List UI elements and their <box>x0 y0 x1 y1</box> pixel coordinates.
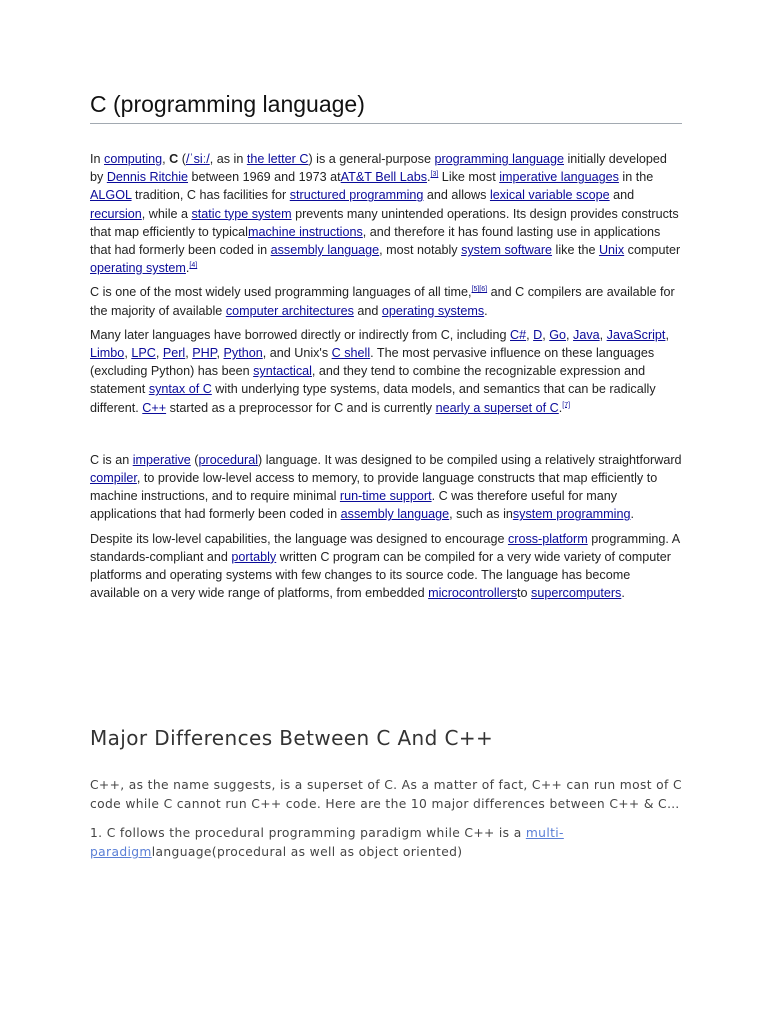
link-multi-paradigm[interactable]: multi-paradigm <box>90 826 564 859</box>
link-letter-c[interactable]: the letter C <box>246 152 309 166</box>
reference-3[interactable]: [3] <box>430 171 439 179</box>
link-cross-platform[interactable]: cross-platform <box>507 531 588 546</box>
link-supercomputers[interactable]: supercomputers <box>531 586 622 601</box>
reference-5-6[interactable]: [5][6] <box>471 286 488 294</box>
link-run-time-support[interactable]: run-time support <box>339 489 432 504</box>
link-machine-instructions[interactable]: machine instructions <box>247 224 363 239</box>
link-java[interactable]: Java <box>573 327 600 342</box>
reference-7[interactable]: [7] <box>562 401 571 409</box>
bold-term: C <box>169 152 179 166</box>
link-syntax-of-c[interactable]: syntax of C <box>148 382 212 397</box>
link-imperative-languages[interactable]: imperative languages <box>499 170 619 185</box>
link-att-bell-labs[interactable]: AT&T Bell Labs <box>340 170 428 185</box>
paragraph-popularity: C is one of the most widely used programming languages of all time,[5][6] and C compilers are available for the majority of available computer architectures and operating systems. <box>90 285 675 318</box>
link-unix[interactable]: Unix <box>598 243 625 258</box>
link-programming-language[interactable]: programming language <box>434 152 564 166</box>
page-title: C (programming language) <box>90 90 682 124</box>
link-system-programming[interactable]: system programming <box>512 507 631 522</box>
link-lpc[interactable]: LPC <box>131 346 156 361</box>
link-system-software[interactable]: system software <box>461 243 553 258</box>
link-pronunciation[interactable]: /ˈsiː/ <box>185 152 210 166</box>
link-imperative[interactable]: imperative <box>132 452 191 467</box>
link-php[interactable]: PHP <box>192 346 217 361</box>
link-cplusplus[interactable]: C++ <box>142 400 167 415</box>
link-python[interactable]: Python <box>223 346 263 361</box>
article-body <box>90 150 682 602</box>
link-lexical-variable-scope[interactable]: lexical variable scope <box>489 188 610 203</box>
link-dennis-ritchie[interactable]: Dennis Ritchie <box>106 170 189 185</box>
paragraph-design: C is an imperative (procedural) language. It was designed to be compiled using a relatively straightforward compiler, to provide low-level access to memory, to provide language constructs that map efficiently to machine instructions, and to require minimal run-time support. C was therefore useful for many applications that had formerly been coded in assembly language, such as insystem programming. <box>90 452 682 522</box>
section-heading: Major Differences Between C And C++ <box>90 726 494 750</box>
link-computer-architectures[interactable]: computer architectures <box>225 303 354 318</box>
link-operating-system[interactable]: operating system <box>90 261 186 276</box>
link-assembly-language[interactable]: assembly language <box>270 243 380 258</box>
link-syntactical[interactable]: syntactical <box>253 364 312 379</box>
article <box>90 90 682 608</box>
difference-item-1: 1. C follows the procedural programming paradigm while C++ is a multi-paradigmlanguage(procedural as well as object oriented) <box>90 826 564 859</box>
link-d[interactable]: D <box>533 327 543 342</box>
differences-section <box>90 776 690 872</box>
paragraph-intro: In computing, C (/ˈsiː/, as in the letter C) is a general-purpose programming language initially developed by Dennis Ritchie between 1969 and 1973 atAT&T Bell Labs.[3] Like most imperative languages in the ALGOL tradition, C has facilities for structured programming and allows lexical variable scope and recursion, while a static type system prevents many unintended operations. Its design provides constructs that map efficiently to typicalmachine instructions, and therefore it has found lasting use in applications that had formerly been coded in assembly language, most notably system software like the Unix computer operating system.[4] <box>90 152 681 276</box>
link-static-type-system[interactable]: static type system <box>191 206 292 221</box>
link-computing[interactable]: computing <box>104 152 163 166</box>
link-algol[interactable]: ALGOL <box>90 188 132 203</box>
link-perl[interactable]: Perl <box>162 346 186 361</box>
differences-intro: C++, as the name suggests, is a superset of C. As a matter of fact, C++ can run most of C code while C cannot run C++ code. Here are the 10 major differences between C++ & C… <box>90 778 682 811</box>
paragraph-portability: Despite its low-level capabilities, the language was designed to encourage cross-platform programming. A standards-compliant and portably written C program can be compiled for a very wide variety of computer platforms and operating systems with few changes to its source code. The language has become available on a very wide range of platforms, from embedded microcontrollersto supercomputers. <box>90 531 680 601</box>
link-assembly-language-2[interactable]: assembly language <box>340 507 450 522</box>
link-portably[interactable]: portably <box>231 549 277 564</box>
link-limbo[interactable]: Limbo <box>90 346 125 361</box>
link-recursion[interactable]: recursion <box>90 206 142 221</box>
link-javascript[interactable]: JavaScript <box>606 327 666 342</box>
link-csharp[interactable]: C# <box>510 327 527 342</box>
link-c-shell[interactable]: C shell <box>331 346 371 361</box>
link-compiler[interactable]: compiler <box>90 471 137 486</box>
link-operating-systems[interactable]: operating systems <box>381 303 485 318</box>
link-microcontrollers[interactable]: microcontrollers <box>428 586 518 601</box>
link-go[interactable]: Go <box>549 327 567 342</box>
paragraph-influence: Many later languages have borrowed directly or indirectly from C, including C#, D, Go, Java, JavaScript, Limbo, LPC, Perl, PHP, Python, and Unix's C shell. The most pervasive influence on these languages (excluding Python) has been syntactical, and they tend to combine the recognizable expression and statement syntax of C with underlying type systems, data models, and semantics that can be radically different. C++ started as a preprocessor for C and is currently nearly a superset of C.[7] <box>90 327 669 415</box>
link-procedural[interactable]: procedural <box>198 452 259 467</box>
reference-4[interactable]: [4] <box>189 262 198 270</box>
link-structured-programming[interactable]: structured programming <box>289 188 424 203</box>
link-nearly-a-superset[interactable]: nearly a superset of C <box>435 400 559 415</box>
